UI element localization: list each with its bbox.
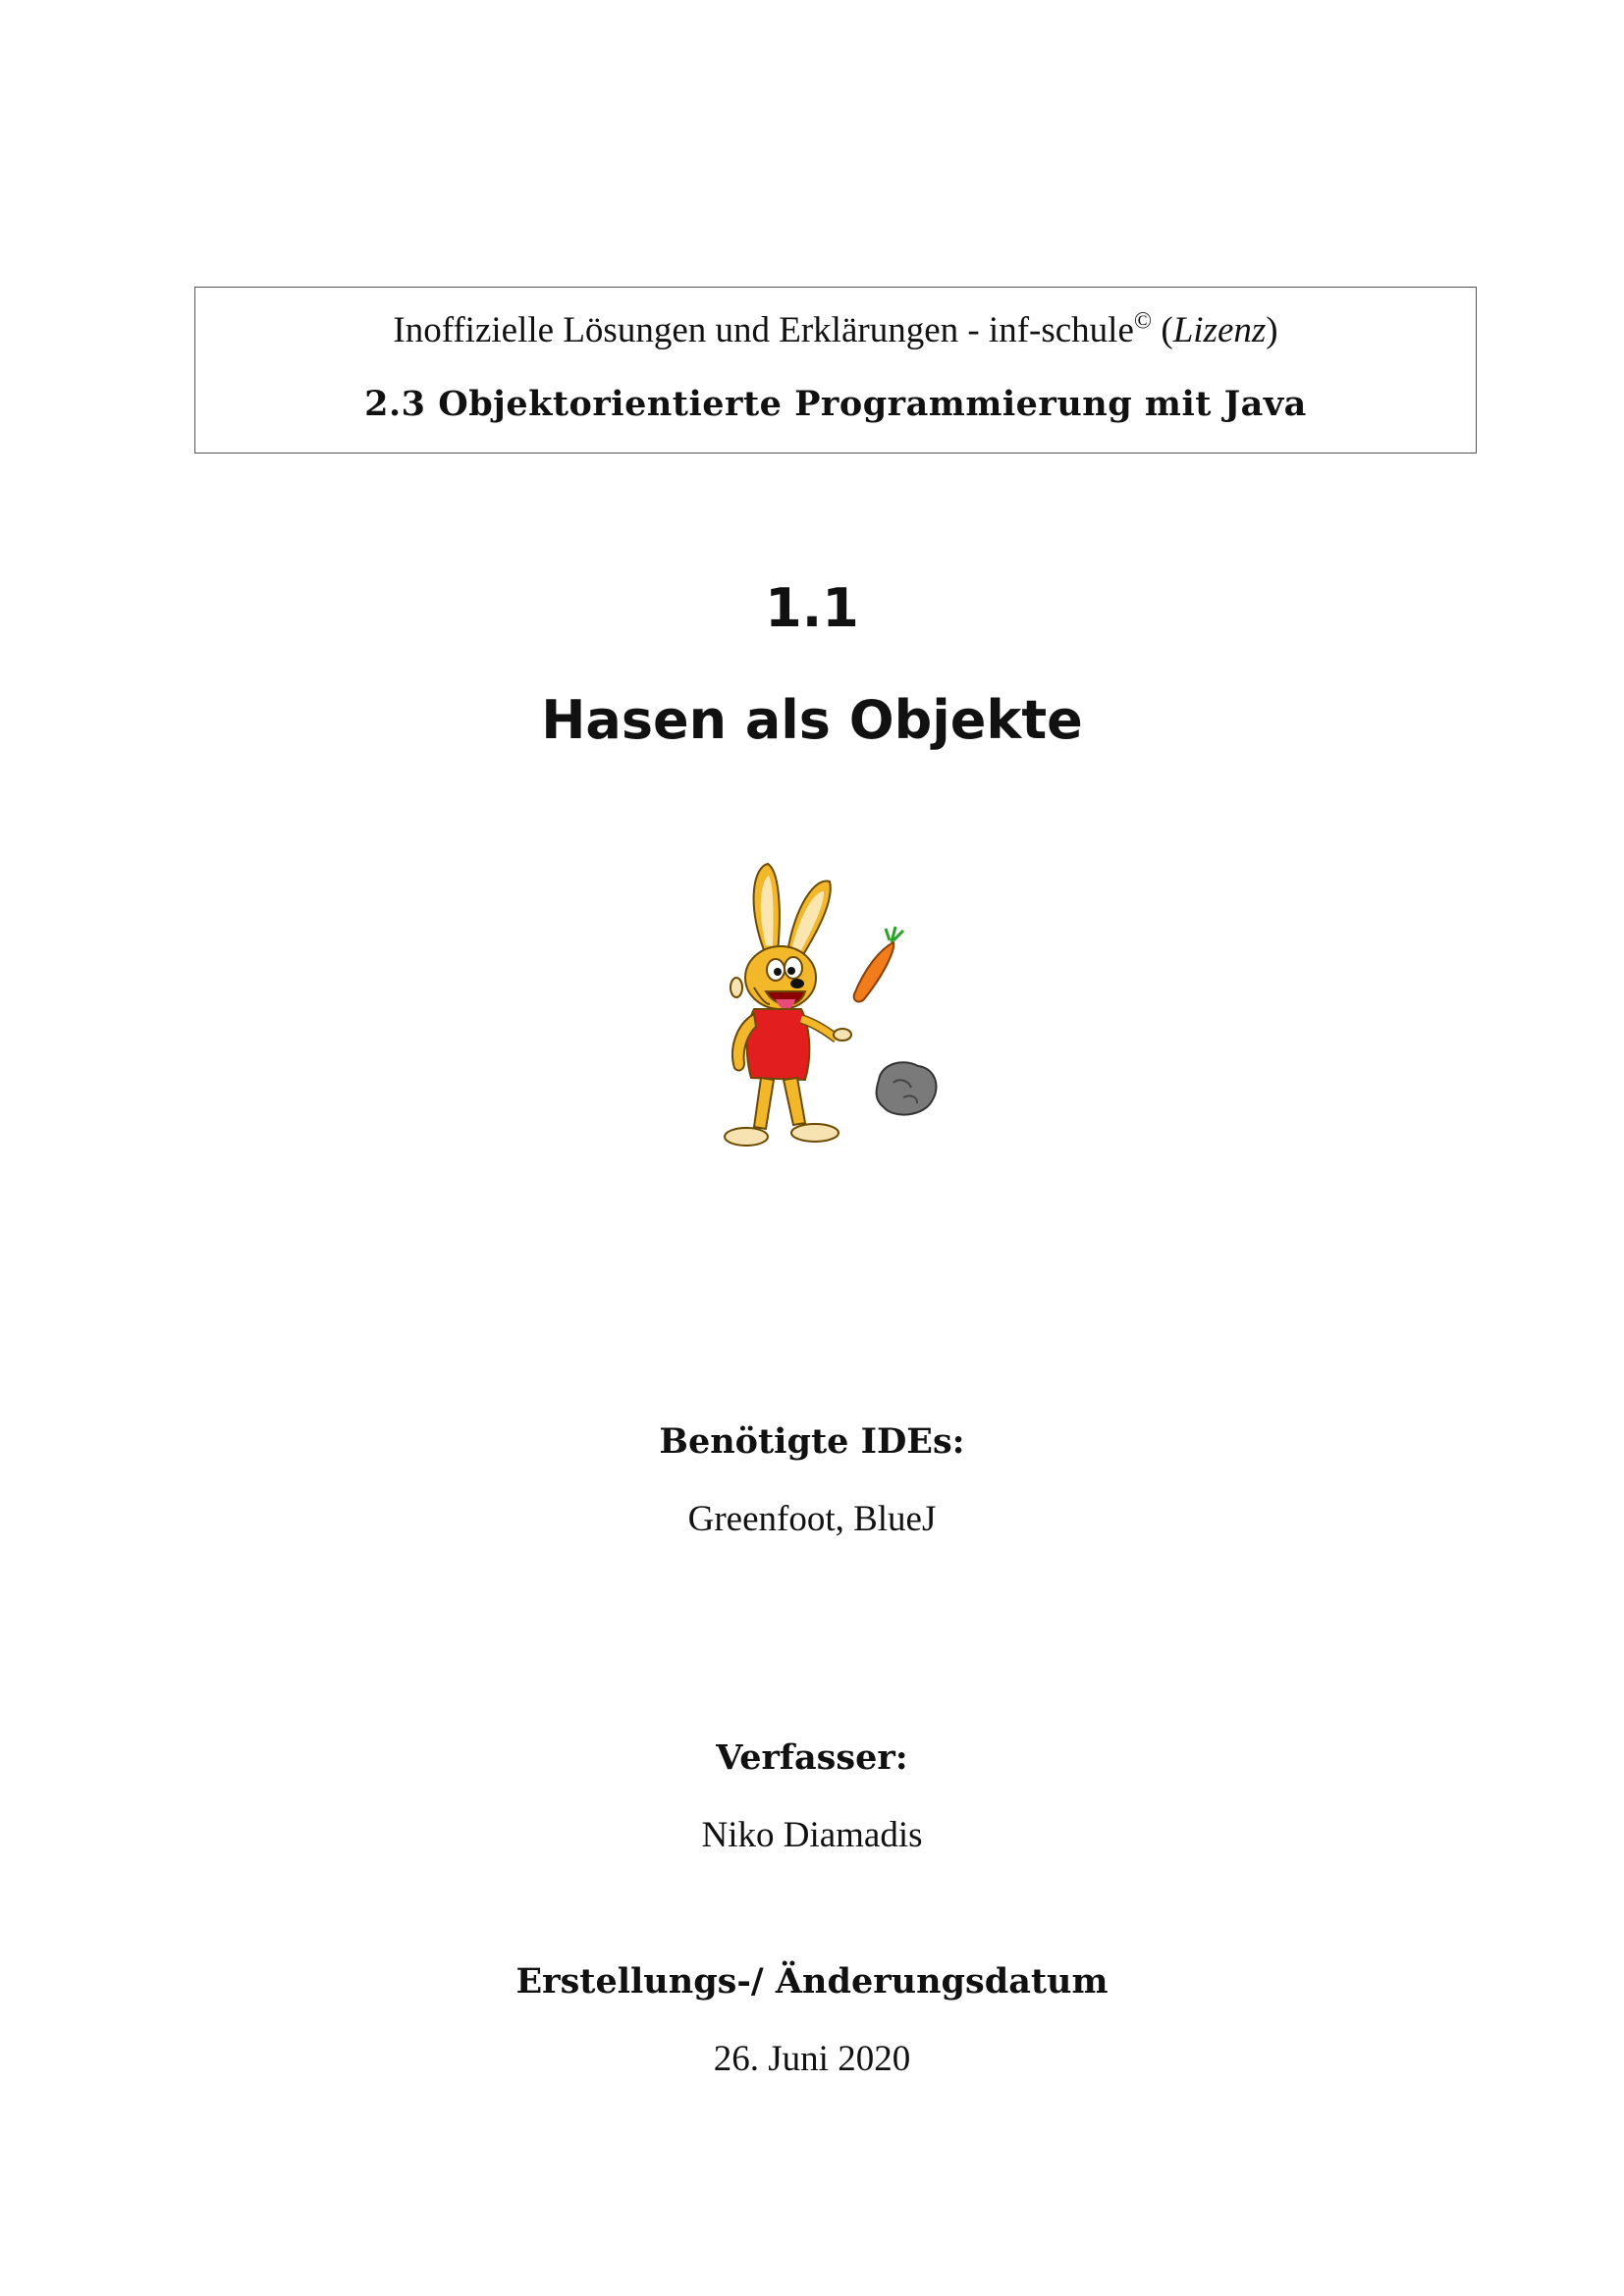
- copyright-symbol: ©: [1133, 308, 1153, 335]
- date-value: 26. Juni 2020: [713, 2039, 911, 2079]
- rock: [877, 1062, 937, 1114]
- rabbit-head: [731, 946, 816, 1009]
- header-topic-line: 2.3 Objektorientierte Programmierung mit Java: [364, 384, 1307, 424]
- ides-value: Greenfoot, BlueJ: [687, 1499, 937, 1539]
- chapter-number: 1.1: [765, 577, 859, 639]
- paren-close: ): [1266, 310, 1278, 350]
- date-label: Erstellungs-/ Änderungsdatum: [515, 1961, 1109, 2002]
- chapter-title: Hasen als Objekte: [541, 689, 1083, 751]
- header-course-line: [195, 309, 1476, 352]
- rabbit-legs: [725, 1078, 839, 1146]
- paren-open: (: [1161, 310, 1173, 350]
- ides-label: Benötigte IDEs:: [659, 1421, 965, 1462]
- header-course-text: Inoffizielle Lösungen und Erklärungen - inf-schule: [393, 310, 1134, 350]
- rabbit-ears: [754, 864, 831, 958]
- rabbit-carrot-rock-illustration: [707, 862, 962, 1156]
- carrot: [854, 927, 903, 1001]
- rabbit-body: [732, 1009, 851, 1080]
- author-label: Verfasser:: [716, 1737, 908, 1778]
- license-link[interactable]: Lizenz: [1172, 310, 1267, 350]
- document-header-box: [194, 287, 1477, 454]
- author-value: Niko Diamadis: [701, 1815, 923, 1855]
